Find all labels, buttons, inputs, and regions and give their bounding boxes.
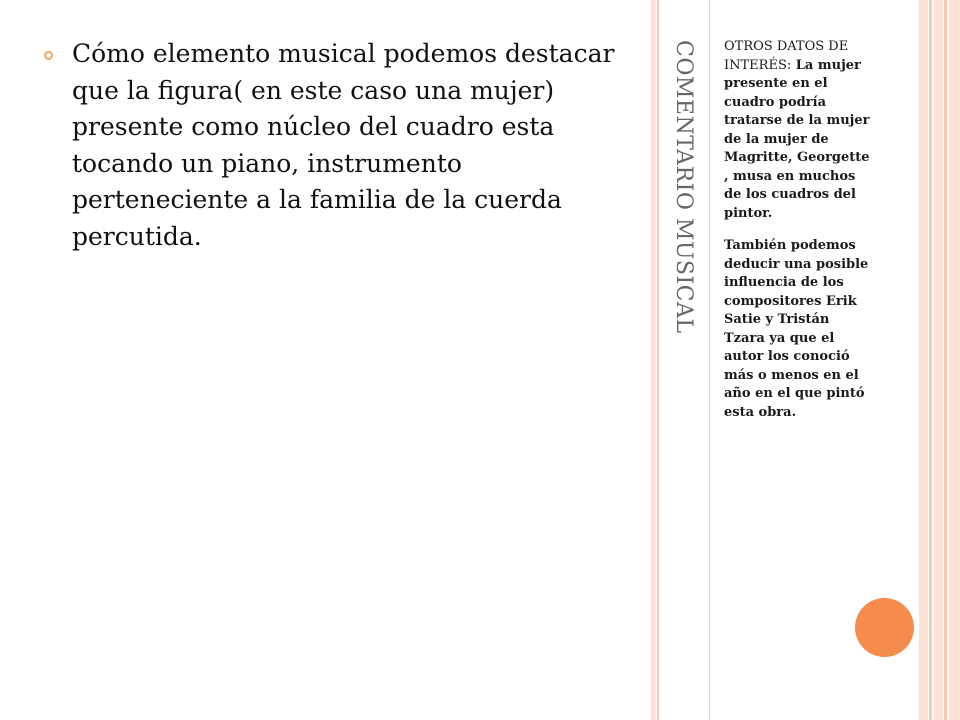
main-content: [40, 36, 620, 255]
side-notes-lead: OTROS DATOS DE INTERÉS:: [724, 39, 849, 73]
stripe-divider-1: [651, 0, 656, 720]
stripe-divider-3: [709, 0, 710, 720]
side-notes-text-1: La mujer presente en el cuadro podría tratarse de la mujer de la mujer de Magritte, Georgette , musa en muchos de los cuadros del pintor.: [724, 57, 870, 221]
stripe-band-1: [919, 0, 928, 720]
bullet-item: [40, 36, 620, 255]
side-notes-paragraph-2: También podemos deducir una posible influencia de los compositores Erik Satie y Tristán Tzara ya que el autor los conoció más o menos en el año en el que pintó esta obra.: [724, 238, 869, 420]
bullet-ring-icon: [44, 51, 53, 60]
stripe-band-4: [944, 0, 947, 720]
orange-circle-decoration: [855, 598, 914, 657]
bullet-text: Cómo elemento musical podemos destacar que la figura( en este caso una mujer) presente como núcleo del cuadro esta tocando un piano, instrumento perteneciente a la familia de la cuerda percutida.: [72, 39, 615, 251]
side-notes-paragraph-1: [724, 38, 874, 223]
stripe-band-2: [929, 0, 932, 720]
side-notes: [724, 38, 874, 422]
slide-title: COMENTARIO MUSICAL: [671, 40, 696, 334]
stripe-band-5: [949, 0, 960, 720]
stripe-band-3: [934, 0, 943, 720]
stripe-divider-2: [657, 0, 659, 720]
paragraph-gap: [724, 223, 874, 237]
